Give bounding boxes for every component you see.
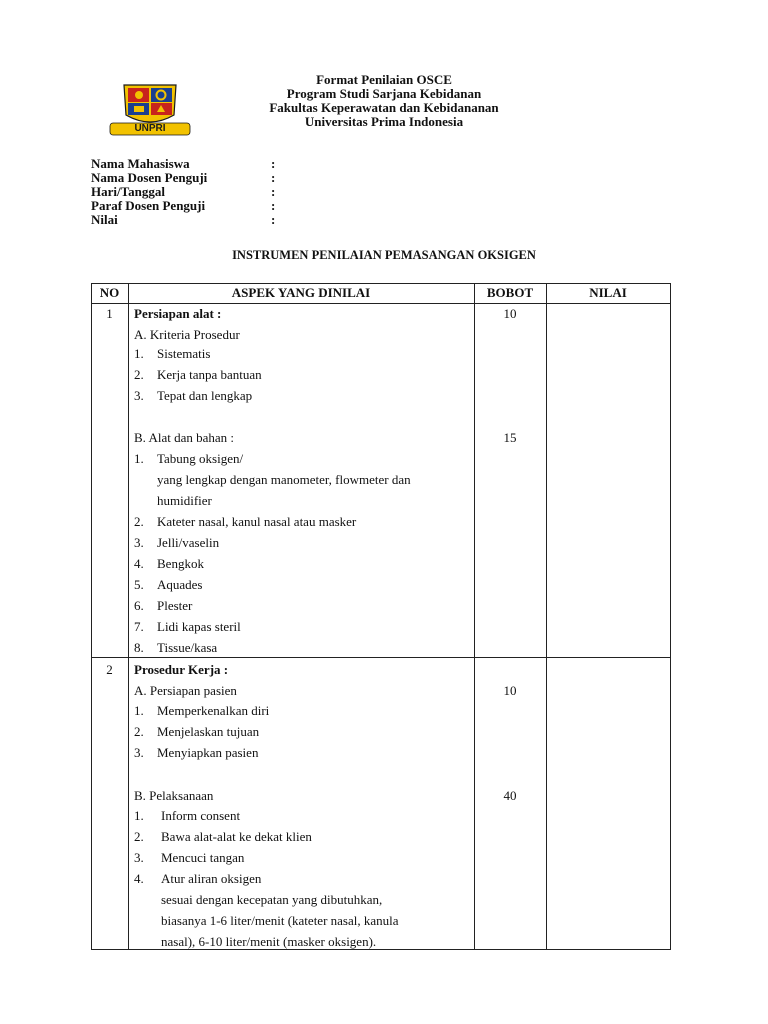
list-item: Tissue/kasa bbox=[157, 640, 218, 655]
list-item-number: 5. bbox=[134, 577, 144, 592]
list-item: Memperkenalkan diri bbox=[157, 703, 270, 718]
column-header-nilai: NILAI bbox=[589, 285, 627, 300]
row-divider bbox=[91, 657, 671, 658]
list-item-number: 2. bbox=[134, 514, 144, 529]
section-heading: Persiapan alat : bbox=[134, 306, 222, 321]
list-item: Atur aliran oksigen bbox=[161, 871, 262, 886]
column-header-no: NO bbox=[99, 285, 120, 300]
list-item-number: 3. bbox=[134, 850, 144, 865]
list-item: Bawa alat-alat ke dekat klien bbox=[161, 829, 312, 844]
list-item-continuation: humidifier bbox=[157, 493, 212, 508]
column-divider bbox=[128, 283, 129, 950]
list-item-number: 1. bbox=[134, 451, 144, 466]
info-label-nama-mahasiswa: Nama Mahasiswa bbox=[91, 156, 190, 171]
row-number: 1 bbox=[106, 306, 113, 321]
list-item-number: 2. bbox=[134, 367, 144, 382]
row-number: 2 bbox=[106, 662, 113, 677]
document-title: INSTRUMEN PENILAIAN PEMASANGAN OKSIGEN bbox=[232, 248, 536, 262]
info-colon: : bbox=[271, 212, 276, 227]
column-divider bbox=[474, 283, 475, 950]
list-item-continuation: nasal), 6-10 liter/menit (masker oksigen). bbox=[161, 934, 377, 949]
list-item-number: 8. bbox=[134, 640, 144, 655]
table-border-bottom bbox=[91, 949, 671, 950]
list-item-number: 3. bbox=[134, 745, 144, 760]
list-item: Menyiapkan pasien bbox=[157, 745, 259, 760]
header-line-4: Universitas Prima Indonesia bbox=[304, 114, 464, 129]
subsection-heading: A. Kriteria Prosedur bbox=[134, 327, 240, 342]
header-line-2: Program Studi Sarjana Kebidanan bbox=[286, 86, 482, 101]
assessment-table bbox=[91, 283, 671, 950]
list-item: Menjelaskan tujuan bbox=[157, 724, 260, 739]
list-item: Tabung oksigen/ bbox=[157, 451, 244, 466]
column-divider bbox=[546, 283, 547, 950]
list-item: Mencuci tangan bbox=[161, 850, 245, 865]
list-item: Jelli/vaselin bbox=[157, 535, 220, 550]
table-border-top bbox=[91, 283, 671, 284]
list-item: Bengkok bbox=[157, 556, 204, 571]
section-heading: Prosedur Kerja : bbox=[134, 662, 229, 677]
info-colon: : bbox=[271, 184, 276, 199]
subsection-heading: B. Alat dan bahan : bbox=[134, 430, 235, 445]
list-item: Tepat dan lengkap bbox=[157, 388, 253, 403]
list-item-number: 1. bbox=[134, 808, 144, 823]
info-label-nama-dosen: Nama Dosen Penguji bbox=[91, 170, 208, 185]
subsection-heading: A. Persiapan pasien bbox=[134, 683, 237, 698]
info-colon: : bbox=[271, 170, 276, 185]
list-item-number: 6. bbox=[134, 598, 144, 613]
column-header-bobot: BOBOT bbox=[486, 285, 534, 300]
list-item-number: 3. bbox=[134, 388, 144, 403]
list-item-continuation: yang lengkap dengan manometer, flowmeter dan bbox=[157, 472, 411, 487]
header-line-3: Fakultas Keperawatan dan Kebidananan bbox=[269, 100, 499, 115]
list-item-number: 7. bbox=[134, 619, 144, 634]
bobot-value: 15 bbox=[503, 430, 517, 445]
table-border-right bbox=[670, 283, 671, 950]
list-item-number: 1. bbox=[134, 703, 144, 718]
subsection-heading: B. Pelaksanaan bbox=[134, 788, 214, 803]
list-item: Lidi kapas steril bbox=[157, 619, 241, 634]
header-divider bbox=[91, 303, 671, 304]
list-item: Inform consent bbox=[161, 808, 241, 823]
list-item-continuation: biasanya 1-6 liter/menit (kateter nasal, kanula bbox=[161, 913, 399, 928]
list-item: Kateter nasal, kanul nasal atau masker bbox=[157, 514, 357, 529]
list-item-number: 2. bbox=[134, 829, 144, 844]
info-label-hari-tanggal: Hari/Tanggal bbox=[91, 184, 165, 199]
list-item: Aquades bbox=[157, 577, 203, 592]
list-item-number: 4. bbox=[134, 871, 144, 886]
list-item: Kerja tanpa bantuan bbox=[157, 367, 262, 382]
list-item-number: 3. bbox=[134, 535, 144, 550]
bobot-value: 10 bbox=[503, 306, 517, 321]
bobot-value: 10 bbox=[503, 683, 517, 698]
info-colon: : bbox=[271, 198, 276, 213]
list-item-number: 1. bbox=[134, 346, 144, 361]
bobot-value: 40 bbox=[503, 788, 517, 803]
list-item: Sistematis bbox=[157, 346, 211, 361]
column-header-aspek: ASPEK YANG DINILAI bbox=[231, 285, 371, 300]
logo-text: UNPRI bbox=[134, 123, 166, 134]
list-item-number: 2. bbox=[134, 724, 144, 739]
list-item-number: 4. bbox=[134, 556, 144, 571]
table-border-left bbox=[91, 283, 92, 950]
list-item-continuation: sesuai dengan kecepatan yang dibutuhkan, bbox=[161, 892, 383, 907]
info-colon: : bbox=[271, 156, 276, 171]
info-label-paraf: Paraf Dosen Penguji bbox=[91, 198, 206, 213]
header-line-1: Format Penilaian OSCE bbox=[316, 72, 452, 87]
list-item: Plester bbox=[157, 598, 193, 613]
info-label-nilai: Nilai bbox=[91, 212, 118, 227]
